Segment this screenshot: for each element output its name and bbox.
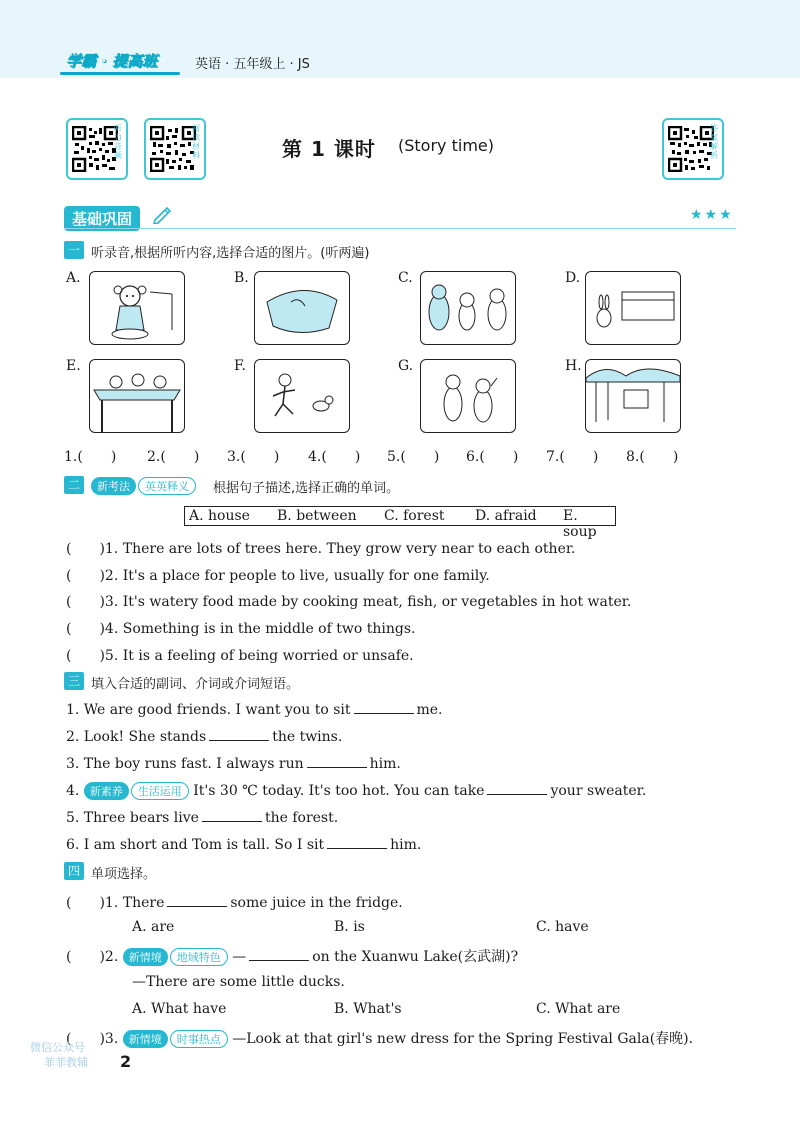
mc-option[interactable]: C. have [536, 919, 589, 935]
picture-label: A. [66, 270, 81, 286]
question-item: ( )5. It is a feeling of being worried or unsafe. [66, 648, 414, 664]
part-instruction: 填入合适的副词、介词或介词短语。 [91, 677, 300, 692]
question-item: ( )1. There are lots of trees here. They grow very near to each other. [66, 541, 576, 557]
qr-code-listening[interactable]: 听力音频 [66, 118, 128, 180]
mc-question: ( )2. 新情境 地域特色 — on the Xuanwu Lake(玄武湖)? [66, 949, 519, 965]
picture-label: G. [398, 358, 414, 374]
fill-blank[interactable] [209, 728, 269, 741]
picture-c [420, 271, 516, 345]
picture-e [89, 359, 185, 433]
book-subject: 英语 · 五年级上 · JS [195, 57, 310, 72]
picture-f [254, 359, 350, 433]
word-bank [184, 506, 616, 540]
question-item: ( )2. It's a place for people to live, usually for one family. [66, 568, 490, 584]
mc-option[interactable]: A. What have [132, 1001, 227, 1017]
part-instruction: 听录音,根据所听内容,选择合适的图片。(听两遍) [91, 246, 370, 261]
qr-pattern-icon [668, 126, 714, 172]
picture-label: H. [565, 358, 582, 374]
fill-item: 3. The boy runs fast. I always run him. [66, 756, 401, 772]
qr-pattern-icon [150, 126, 196, 172]
word-option: C. forest [384, 508, 445, 524]
picture-label: E. [66, 358, 81, 374]
picture-label: F. [234, 358, 246, 374]
fill-item: 1. We are good friends. I want you to sit me. [66, 702, 443, 718]
part-number: 二 [64, 476, 84, 494]
tag-new-context: 新情境 [123, 1030, 168, 1048]
picture-h [585, 359, 681, 433]
answer-blank[interactable]: 3.( ) [227, 449, 280, 465]
answer-blank[interactable]: 4.( ) [308, 449, 361, 465]
part-number: 三 [64, 672, 84, 690]
difficulty-stars: ★★★ [690, 207, 734, 223]
part-instruction: 单项选择。 [91, 867, 157, 882]
three-bears-icon [421, 272, 515, 344]
lesson-subtitle: (Story time) [398, 136, 494, 155]
lesson-title: 第 1 课时 [282, 137, 376, 161]
qr-code-answers[interactable]: 答案解析 [662, 118, 724, 180]
qr-code-reading[interactable]: 阅读材料 [144, 118, 206, 180]
answer-blank[interactable]: 7.( ) [546, 449, 599, 465]
word-option: A. house [189, 508, 250, 524]
part-instruction: 根据句子描述,选择正确的单词。 [213, 481, 400, 496]
picture-label: C. [398, 270, 413, 286]
watermark: 微信公众号 菲菲教辅 [30, 1041, 88, 1069]
fill-blank[interactable] [487, 782, 547, 795]
picture-d [585, 271, 681, 345]
dialogue-line: —There are some little ducks. [132, 974, 345, 990]
question-item: ( )3. It's watery food made by cooking meat, fish, or vegetables in hot water. [66, 594, 632, 610]
mc-question: ( )1. There some juice in the fridge. [66, 895, 403, 911]
pencil-icon [152, 204, 174, 224]
tag-current-events: 时事热点 [170, 1030, 228, 1048]
answer-blank[interactable]: 5.( ) [387, 449, 440, 465]
picture-b [254, 271, 350, 345]
fill-blank[interactable] [307, 755, 367, 768]
word-option: B. between [277, 508, 357, 524]
tag-new-method: 新考法 [91, 477, 136, 495]
section-divider [64, 228, 736, 229]
fill-item: 5. Three bears live the forest. [66, 810, 339, 826]
section-title: 基础巩固 [64, 206, 140, 231]
part-number: 四 [64, 862, 84, 880]
fill-blank[interactable] [167, 894, 227, 907]
fill-blank[interactable] [327, 836, 387, 849]
table-bowls-icon [90, 360, 184, 432]
fill-item: 2. Look! She stands the twins. [66, 729, 343, 745]
picture-label: D. [565, 270, 581, 286]
tag-new-context: 新情境 [123, 948, 168, 966]
fill-item: 6. I am short and Tom is tall. So I sit him. [66, 837, 422, 853]
forest-house-icon [586, 360, 680, 432]
mc-option[interactable]: C. What are [536, 1001, 621, 1017]
tag-definition: 英英释义 [138, 477, 196, 495]
question-item: ( )4. Something is in the middle of two things. [66, 621, 416, 637]
fill-item: 4. 新素养 生活运用 It's 30 ℃ today. It's too hot. You can take your sweater. [66, 783, 647, 799]
brand-logo: 学霸 · 提高班 [66, 52, 158, 70]
picture-g [420, 359, 516, 433]
boy-running-icon [255, 360, 349, 432]
girl-eating-soup-icon [90, 272, 184, 344]
tag-regional: 地域特色 [170, 948, 228, 966]
two-bears-icon [421, 360, 515, 432]
fill-blank[interactable] [202, 809, 262, 822]
qr-pattern-icon [72, 126, 118, 172]
mc-option[interactable]: B. is [334, 919, 365, 935]
answer-blank[interactable]: 1.( ) [64, 449, 117, 465]
rabbit-sofa-icon [586, 272, 680, 344]
answer-blank[interactable]: 6.( ) [466, 449, 519, 465]
word-option: D. afraid [475, 508, 537, 524]
bed-icon [255, 272, 349, 344]
mc-question: ( )3. 新情境 时事热点 —Look at that girl's new dress for the Spring Festival Gala(春晚). [66, 1031, 694, 1047]
page-number: 2 [120, 1052, 132, 1071]
word-option: E. soup [563, 508, 597, 540]
mc-option[interactable]: A. are [132, 919, 175, 935]
tag-new-literacy: 新素养 [84, 782, 129, 800]
answer-blank[interactable]: 2.( ) [147, 449, 200, 465]
fill-blank[interactable] [354, 701, 414, 714]
part-tags [91, 475, 196, 495]
part-number: 一 [64, 241, 84, 259]
brand-underline [60, 72, 180, 75]
answer-blank[interactable]: 8.( ) [626, 449, 679, 465]
picture-a [89, 271, 185, 345]
mc-option[interactable]: B. What's [334, 1001, 402, 1017]
fill-blank[interactable] [249, 948, 309, 961]
tag-life-use: 生活运用 [131, 782, 189, 800]
picture-label: B. [234, 270, 249, 286]
